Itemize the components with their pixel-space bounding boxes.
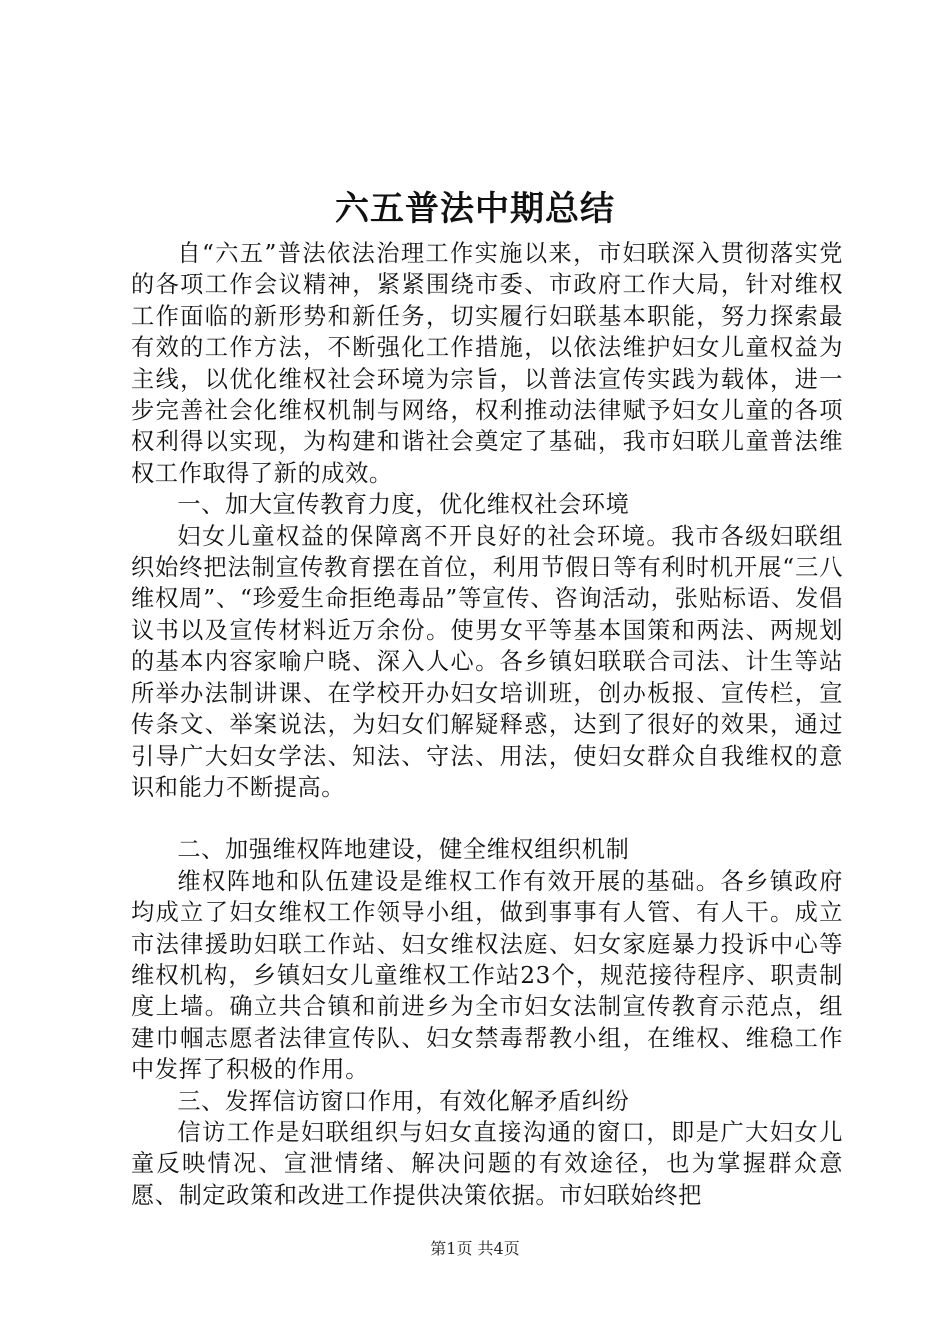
paragraph-section-1: 妇女儿童权益的保障离不开良好的社会环境。我市各级妇联组织始终把法制宣传教育摆在首位，利用节假日等有利时机开展“三八维权周”、“珍爱生命拒绝毒品”等宣传、咨询活动，张贴标语、发倡议书以及宣传材料近万余份。使男女平等基本国策和两法、两规划的基本内容家喻户晓、深入人心。各乡镇妇联联合司法、计生等站所举办法制讲课、在学校开办妇女培训班，创办板报、宣传栏，宣传条文、举案说法，为妇女们解疑释惑，达到了很好的效果，通过引导广大妇女学法、知法、守法、用法，使妇女群众自我维权的意识和能力不断提高。 — [131, 522, 843, 801]
paragraph-section-2: 维权阵地和队伍建设是维权工作有效开展的基础。各乡镇政府均成立了妇女维权工作领导小组，做到事事有人管、有人干。成立市法律援助妇联工作站、妇女维权法庭、妇女家庭暴力投诉中心等维权机构，乡镇妇女儿童维权工作站23个，规范接待程序、职责制度上墙。确立共合镇和前进乡为全市妇女法制宣传教育示范点，组建巾帼志愿者法律宣传队、妇女禁毒帮教小组，在维权、维稳工作中发挥了积极的作用。 — [131, 867, 843, 1084]
section-heading-3: 三、发挥信访窗口作用，有效化解矛盾纠纷 — [177, 1087, 630, 1115]
paragraph-section-3: 信访工作是妇联组织与妇女直接沟通的窗口，即是广大妇女儿童反映情况、宣泄情绪、解决问题的有效途径，也为掌握群众意愿、制定政策和改进工作提供决策依据。市妇联始终把 — [131, 1118, 843, 1209]
paragraph-intro: 自“六五”普法依法治理工作实施以来，市妇联深入贯彻落实党的各项工作会议精神，紧紧围绕市委、市政府工作大局，针对维权工作面临的新形势和新任务，切实履行妇联基本职能，努力探索最有效的工作方法，不断强化工作措施，以依法维护妇女儿童权益为主线，以优化维权社会环境为宗旨，以普法宣传实践为载体，进一步完善社会化维权机制与网络，权利推动法律赋予妇女儿童的各项权利得以实现，为构建和谐社会奠定了基础，我市妇联儿童普法维权工作取得了新的成效。 — [131, 240, 843, 487]
paragraph-spacer — [131, 803, 843, 834]
section-heading-2: 二、加强维权阵地建设，健全维权组织机制 — [177, 836, 630, 864]
document-body — [131, 238, 843, 1211]
document-title: 六五普法中期总结 — [335, 189, 615, 229]
page-footer: 第1页 共4页 — [430, 1239, 520, 1258]
section-heading-1: 一、加大宣传教育力度，优化维权社会环境 — [177, 491, 630, 519]
